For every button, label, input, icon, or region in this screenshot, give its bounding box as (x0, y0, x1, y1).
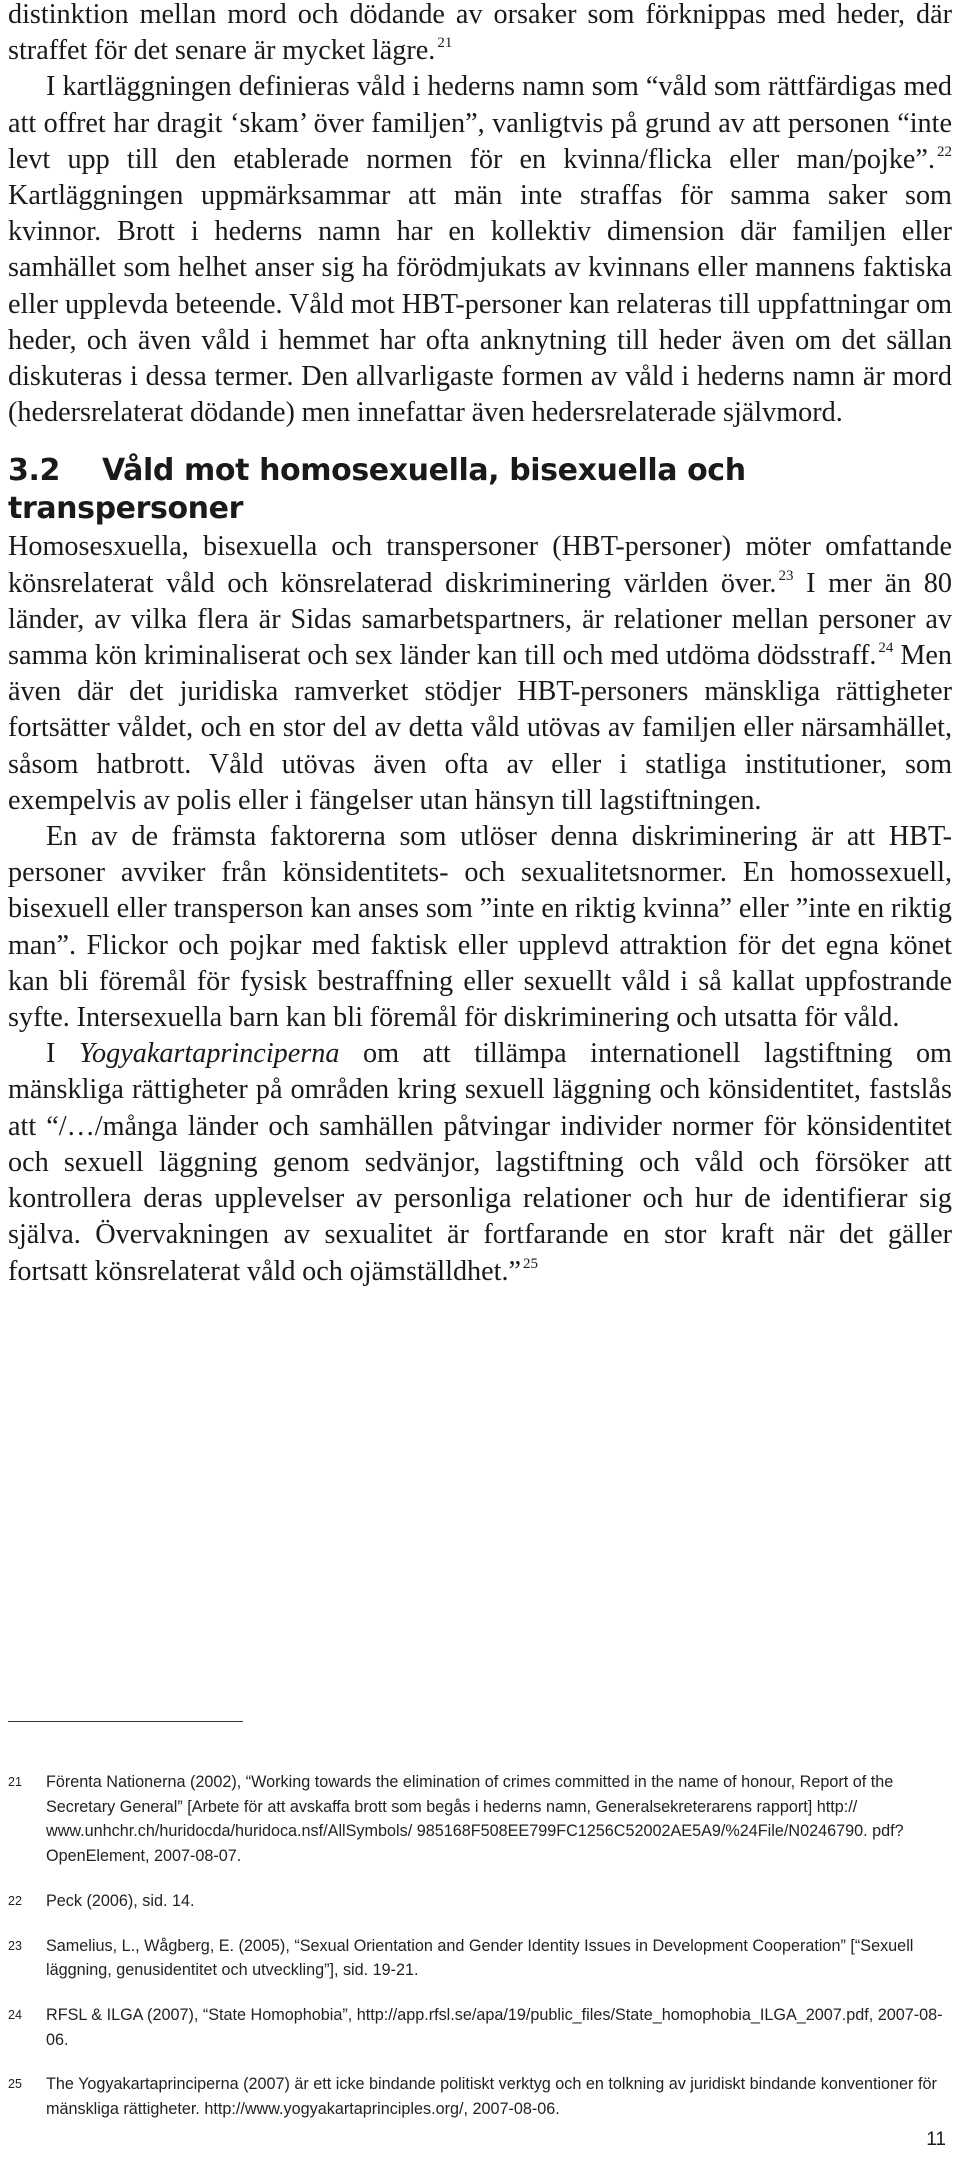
paragraph-hbt-intro (8, 529, 952, 819)
paragraph-norms: En av de främsta faktorerna som utlöser denna diskriminering är att HBT-personer avviker från könsidentitets- och sexualitetsnormer. En homossexuell, bisexuell eller transperson kan anses som ”inte en riktig kvinna” eller ”inte en riktig man”. Flickor och pojkar med faktisk eller upplevd attraktion för det egna könet kan bli föremål för fysisk bestraffning eller sexuellt våld i så kallat uppfostrande syfte. Intersexuella barn kan bli föremål för diskriminering och utsatta för våld. (8, 821, 952, 1034)
footnote (8, 2072, 952, 2121)
footnotes (8, 1770, 952, 2142)
footnote-text: Samelius, L., Wågberg, E. (2005), “Sexual Orientation and Gender Identity Issues in Development Cooperation” [“Sexuell läggning, genusidentitet och utveckling”], sid. 19-21. (46, 1936, 914, 1980)
footnote-number: 25 (8, 2077, 22, 2092)
footnote-text: RFSL & ILGA (2007), “State Homophobia”, http://app.rfsl.se/apa/19/public_files/State_homophobia_ILGA_2007.pdf, 2007-08-06. (46, 2005, 943, 2049)
footnote-number: 24 (8, 2007, 22, 2022)
paragraph-text: Kartläggningen uppmärksammar att män inte straffas för samma saker som kvinnor. Brott i hederns namn har en kollektiv dimension där familjen eller samhället som helhet anser sig ha förödmjukats av kvinnans eller mannens faktiska eller upplevda beteende. Våld mot HBT-personer kan relateras till uppfattningar om heder, och även våld i hemmet har ofta anknytning till heder även om det sällan diskuteras i dessa termer. Den allvarligaste formen av våld i hederns namn är mord (hedersrelaterat dödande) men innefattar även hedersrelaterade självmord. (8, 180, 952, 429)
footnote-ref-23[interactable]: 23 (778, 567, 794, 584)
paragraph-text: om att tillämpa internationell lagstiftning om mänskliga rättigheter på områden kring sexuell läggning och könsidentitet, fastslås att “/…/många länder och samhällen påtvingar individer normer för könsidentitet och sexuell läggning genom sedvänjor, lagstiftning och våld och försöker att kontrollera deras upplevelser av personliga relationer och hur de identifierar sig själva. Övervakningen av sexualitet är fortfarande en stor kraft när det gäller fortsatt könsrelaterat våld och ojämställdhet.” (8, 1038, 952, 1287)
section-heading (8, 452, 952, 528)
footnote-text: Peck (2006), sid. 14. (46, 1891, 195, 1910)
paragraph-continued (8, 0, 952, 69)
footnote-divider (8, 1721, 243, 1722)
paragraph-yogyakarta (8, 1036, 952, 1289)
footnote (8, 2003, 952, 2052)
footnote (8, 1770, 952, 1869)
document-title-italic: Yogyakartaprinciperna (78, 1038, 340, 1070)
footnote-ref-22[interactable]: 22 (937, 143, 952, 160)
section-title: Våld mot homosexuella, bisexuella och transpersoner (8, 453, 746, 527)
document-page (8, 0, 952, 2168)
footnote-ref-25[interactable]: 25 (523, 1255, 539, 1272)
footnote-number: 23 (8, 1938, 22, 1953)
paragraph-text: I kartläggningen definieras våld i hederns namn som “våld som rättfärdigas med att offret har dragit ‘skam’ över familjen”, vanligtvis på grund av att personen “inte levt upp till den etablerade normen för en kvinna/flicka eller man/pojke”. (8, 71, 952, 175)
paragraph-text: I (46, 1038, 79, 1070)
page-number: 11 (926, 2129, 946, 2150)
footnote-ref-24[interactable]: 24 (878, 640, 894, 657)
footnote-text: Förenta Nationerna (2002), “Working towards the elimination of crimes committed in the name of honour, Report of the Secretary General” [Arbete för att avskaffa brott som begås i hederns namn, Generalsekreterarens rapport] http:// www.unhchr.ch/huridocda/huridoca.nsf/AllSymbols/ 985168F508EE799FC1256C52002AE5A9/%24File/N0246790. pdf?OpenElement, 2007-08-07. (46, 1773, 904, 1866)
footnote-text: The Yogyakartaprinciperna (2007) är ett icke bindande politiskt verktyg och en tolkning av juridiskt bindande konventioner för mänskliga rättigheter. http://www.yogyakartaprinciples.org/, 2007-08-06. (46, 2075, 937, 2119)
footnote-number: 22 (8, 1893, 22, 1908)
footnote (8, 1934, 952, 1983)
paragraph-text: Homosesxuella, bisexuella och transpersoner (HBT-personer) möter omfattande könsrelaterat våld och könsrelaterad diskriminering världen över. (8, 531, 952, 599)
paragraph-text: I mer än 80 länder, av vilka flera är Sidas samarbetspartners, är relationer mellan personer av samma kön kriminaliserat och sex länder kan till och med utdöma dödsstraff. (8, 567, 952, 672)
paragraph-honour-violence (8, 69, 952, 431)
footnote (8, 1889, 952, 1914)
paragraph-text: distinktion mellan mord och dödande av orsaker som förknippas med heder, där straffet för det senare är mycket lägre. (8, 0, 952, 67)
footnote-ref-21[interactable]: 21 (437, 35, 453, 52)
paragraph-text: Men även där det juridiska ramverket stödjer HBT-personers mänskliga rättigheter fortsätter våldet, och en stor del av detta våld utövas av familjen eller närsamhället, såsom hatbrott. Våld utövas även ofta av eller i statliga institutioner, som exempelvis av polis eller i fängelser utan hänsyn till lagstiftningen. (8, 640, 952, 816)
section-number: 3.2 (8, 453, 60, 489)
footnote-number: 21 (8, 1775, 22, 1789)
